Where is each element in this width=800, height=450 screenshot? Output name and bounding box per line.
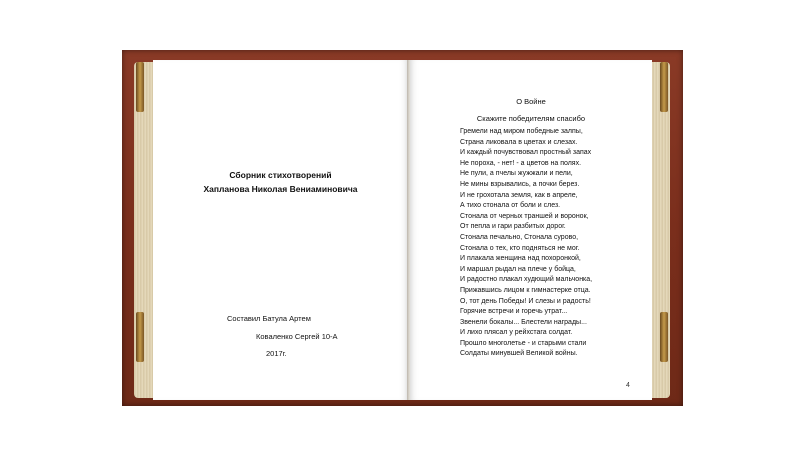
poem-line: И лихо плясал у рейхстага солдат. <box>460 329 573 337</box>
right-page <box>410 60 652 400</box>
poem-title: Скажите победителям спасибо <box>476 114 586 123</box>
poem-line: Не пороха, - нет! - а цветов на полях. <box>460 159 582 167</box>
poem-line: И каждый почувствовал простный запах <box>460 149 592 157</box>
poem-line: Не мины взрывались, а почки берез. <box>460 180 580 188</box>
section-heading: О Войне <box>516 97 546 106</box>
poem-line: Стонала от черных траншей и воронок, <box>460 212 589 220</box>
poem-line: Страна ликовала в цветах и слезах. <box>460 138 578 146</box>
clasp-top-left <box>136 62 144 112</box>
page-number: 4 <box>626 382 630 389</box>
clasp-bottom-left <box>136 312 144 362</box>
coauthor-credit: Коваленко Сергей 10-А <box>256 332 338 341</box>
poem-line: И радостно плакал худющий мальчонка, <box>460 276 593 284</box>
poem-line: А тихо стонала от боли и слез. <box>460 202 561 210</box>
poem-line: Стонала о тех, кто подняться не мог. <box>460 244 580 252</box>
collection-title-line1: Сборник стихотворений <box>229 170 332 180</box>
collection-title-line2: Хапланова Николая Вениаминовича <box>203 184 358 194</box>
poem-line: О, тот день Победы! И слезы и радость! <box>460 297 591 305</box>
left-page <box>153 60 408 400</box>
publication-year: 2017г. <box>266 349 287 358</box>
compiler-credit: Составил Батула Артем <box>227 314 311 323</box>
poem-line: И маршал рыдал на плече у бойца, <box>460 265 576 273</box>
poem-line: Солдаты минувшей Великой войны. <box>460 350 578 358</box>
clasp-bottom-right <box>660 312 668 362</box>
poem-line: Прошло многолетье - и старыми стали <box>460 339 587 347</box>
poem-line: Прижавшись лицом к гимнастерке отца. <box>460 286 591 294</box>
poem-line: Стонала печально, Стонала сурово, <box>460 233 579 241</box>
poem-line: Горячие встречи и горечь утрат... <box>460 308 568 316</box>
poem-line: И не грохотала земля, как в апреле, <box>460 191 578 199</box>
poem-line: От пепла и гари разбитых дорог. <box>460 223 566 231</box>
poem-line: Не пули, а пчелы жужжали и пели, <box>460 170 573 178</box>
poem-line: И плакала женщина над похоронкой, <box>460 255 581 263</box>
clasp-top-right <box>660 62 668 112</box>
poem-body <box>460 127 650 360</box>
collection-title <box>153 168 408 196</box>
poem-line: Гремели над миром победные залпы, <box>460 128 583 135</box>
poem-line: Звенели бокалы... Блестели награды... <box>460 318 587 326</box>
